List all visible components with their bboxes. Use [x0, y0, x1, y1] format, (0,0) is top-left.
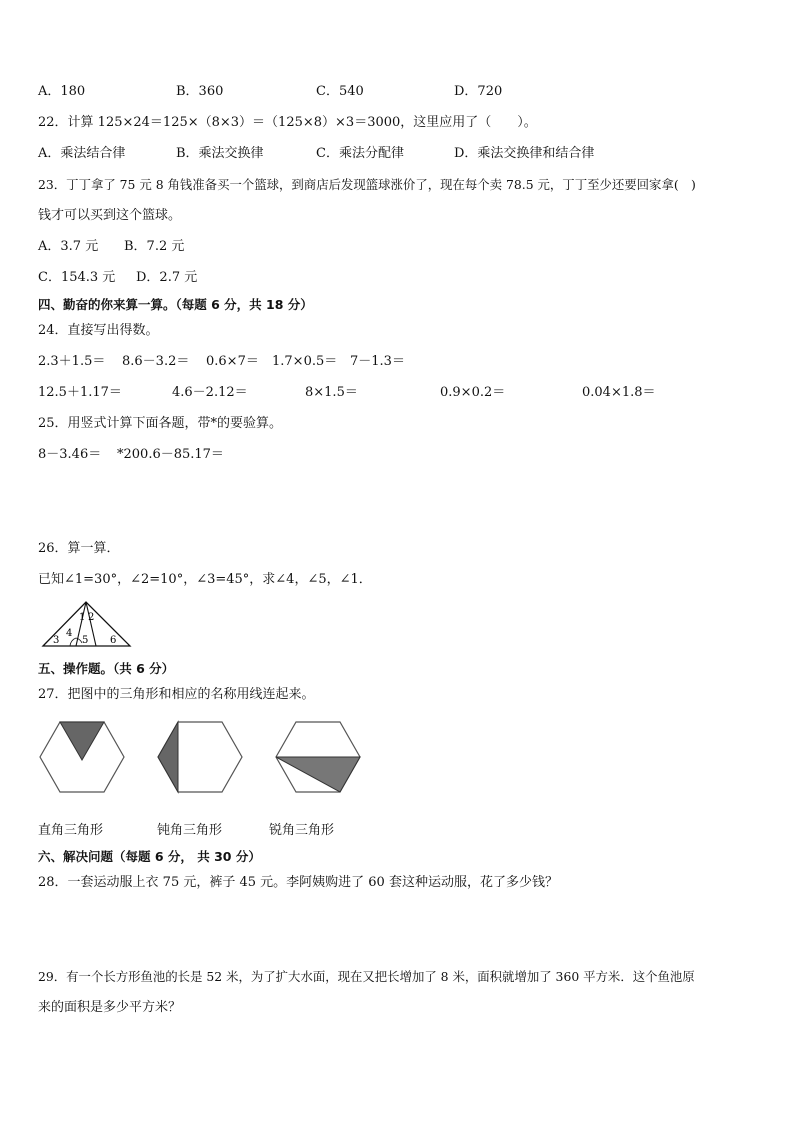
q28-stem: 28．一套运动服上衣 75 元，裤子 45 元。李阿姨购进了 60 套这种运动服，花了多少钱？ — [38, 875, 558, 890]
q24-stem: 24．直接写出得数。 — [38, 323, 159, 338]
q23-option-b: B．7.2 元 — [124, 239, 185, 254]
q24-r1-item: 8.6－3.2＝ — [122, 354, 190, 369]
q24-r2-item: 8×1.5＝ — [305, 385, 358, 400]
section-4-title: 四、勤奋的你来算一算。（每题 6 分，共 18 分） — [38, 297, 313, 312]
q25-stem: 25．用竖式计算下面各题，带*的要验算。 — [38, 416, 283, 431]
q27-name-right-triangle: 直角三角形 — [38, 823, 104, 838]
q29-stem-line1: 29．有一个长方形鱼池的长是 52 米，为了扩大水面，现在又把长增加了 8 米，面积就增加了 360 平方米．这个鱼池原 — [38, 969, 695, 984]
angle-label-5: 5 — [82, 635, 89, 646]
q22-option-d: D．乘法交换律和结合律 — [454, 146, 595, 161]
hexagon-figure-1 — [38, 718, 126, 796]
q24-r1-item: 1.7×0.5＝ — [272, 354, 338, 369]
q26-stem: 26．算一算． — [38, 541, 120, 556]
q27-name-obtuse-triangle: 钝角三角形 — [157, 823, 223, 838]
q22-option-c: C．乘法分配律 — [316, 146, 404, 161]
hexagon-figure-2 — [156, 718, 244, 796]
q23-stem-line1: 23．丁丁拿了 75 元 8 角钱准备买一个篮球，到商店后发现篮球涨价了，现在每个卖 78.5 元，丁丁至少还要回家拿( ) — [38, 177, 696, 192]
q23-option-c: C．154.3 元 — [38, 270, 116, 285]
angle-label-6: 6 — [110, 635, 117, 646]
hexagon-figure-3 — [274, 718, 362, 796]
q23-option-d: D．2.7 元 — [136, 270, 198, 285]
q23-stem-line2: 钱才可以买到这个篮球。 — [38, 208, 182, 223]
q24-r1-item: 0.6×7＝ — [206, 354, 259, 369]
section-6-title: 六、解决问题（每题 6 分， 共 30 分） — [38, 849, 261, 864]
q24-r2-item: 4.6－2.12＝ — [172, 385, 248, 400]
q24-r2-item: 0.9×0.2＝ — [440, 385, 506, 400]
angle-label-1: 1 — [79, 612, 86, 623]
q22-option-b: B．乘法交换律 — [176, 146, 264, 161]
q21-option-c: C．540 — [316, 84, 364, 99]
q27-name-acute-triangle: 锐角三角形 — [269, 823, 335, 838]
q25-item-1: 8－3.46＝ — [38, 447, 102, 462]
q24-r2-item: 12.5＋1.17＝ — [38, 385, 122, 400]
q21-option-b: B．360 — [176, 84, 224, 99]
section-5-title: 五、操作题。（共 6 分） — [38, 661, 175, 676]
q21-option-a: A．180 — [38, 84, 86, 99]
triangle-angle-figure — [40, 598, 136, 650]
q21-option-d: D．720 — [454, 84, 503, 99]
angle-label-2: 2 — [88, 612, 95, 623]
q24-r1-item: 7－1.3＝ — [350, 354, 405, 369]
q23-option-a: A．3.7 元 — [38, 239, 99, 254]
q22-stem: 22．计算 125×24＝125×（8×3）＝（125×8）×3＝3000，这里应用了（ ）。 — [38, 115, 537, 130]
q22-option-a: A．乘法结合律 — [38, 146, 126, 161]
angle-label-3: 3 — [53, 635, 60, 646]
q26-given: 已知∠1=30°，∠2=10°，∠3=45°，求∠4，∠5，∠1． — [38, 572, 372, 587]
q25-item-2: *200.6－85.17＝ — [117, 447, 224, 462]
q24-r1-item: 2.3＋1.5＝ — [38, 354, 106, 369]
q29-stem-line2: 来的面积是多少平方米？ — [38, 1000, 182, 1015]
q27-stem: 27．把图中的三角形和相应的名称用线连起来。 — [38, 687, 315, 702]
q24-r2-item: 0.04×1.8＝ — [582, 385, 656, 400]
angle-label-4: 4 — [66, 628, 73, 639]
